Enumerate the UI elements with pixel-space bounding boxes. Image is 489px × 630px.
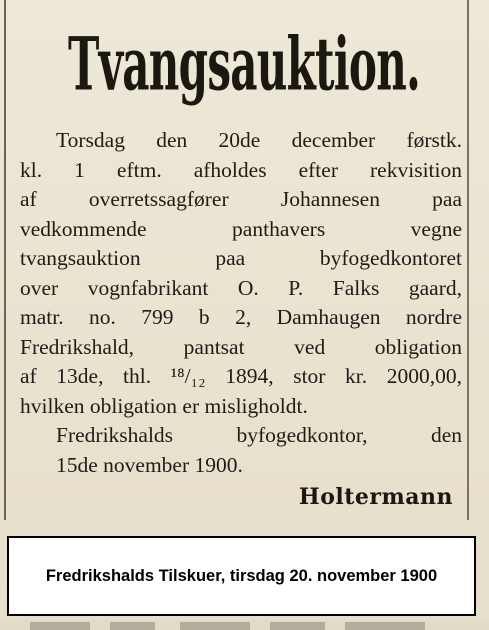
dateline-date: 15de november 1900. xyxy=(56,452,243,477)
notice-line: hvilken obligation er misligholdt. xyxy=(20,393,308,418)
notice-line: matr. no. 799 b 2, Damhaugen nordre xyxy=(20,305,462,329)
source-caption: Fredrikshalds Tilskuer, tirsdag 20. november 1900 xyxy=(45,566,438,585)
notice-line: tvangsauktion paa byfogedkontoret xyxy=(20,246,462,270)
column-rule-left xyxy=(4,0,6,520)
notice-line: vedkommende panthavers vegne xyxy=(20,216,462,241)
notice-line: Fredrikshald, pantsat ved obligation xyxy=(20,334,462,359)
source-caption-box xyxy=(7,536,476,616)
notice-line: kl. 1 eftm. afholdes efter rekvisition xyxy=(20,157,462,182)
notice-line: over vognfabrikant O. P. Falks gaard, xyxy=(20,275,462,300)
notice-line: af 13de, thl. ¹⁸/₁₂ 1894, stor kr. 2000,00, xyxy=(20,364,462,388)
signature: Holtermann xyxy=(298,484,453,510)
notice-headline: Tvangsauktion. xyxy=(68,20,420,108)
cropped-text-strip xyxy=(0,620,489,630)
column-rule-right xyxy=(467,0,469,520)
dateline-place: Fredrikshalds byfogedkontor, den xyxy=(56,423,462,447)
notice-body xyxy=(20,126,462,480)
notice-line: Torsdag den 20de december førstk. xyxy=(56,128,462,152)
notice-line: af overretssagfører Johannesen paa xyxy=(20,187,462,211)
